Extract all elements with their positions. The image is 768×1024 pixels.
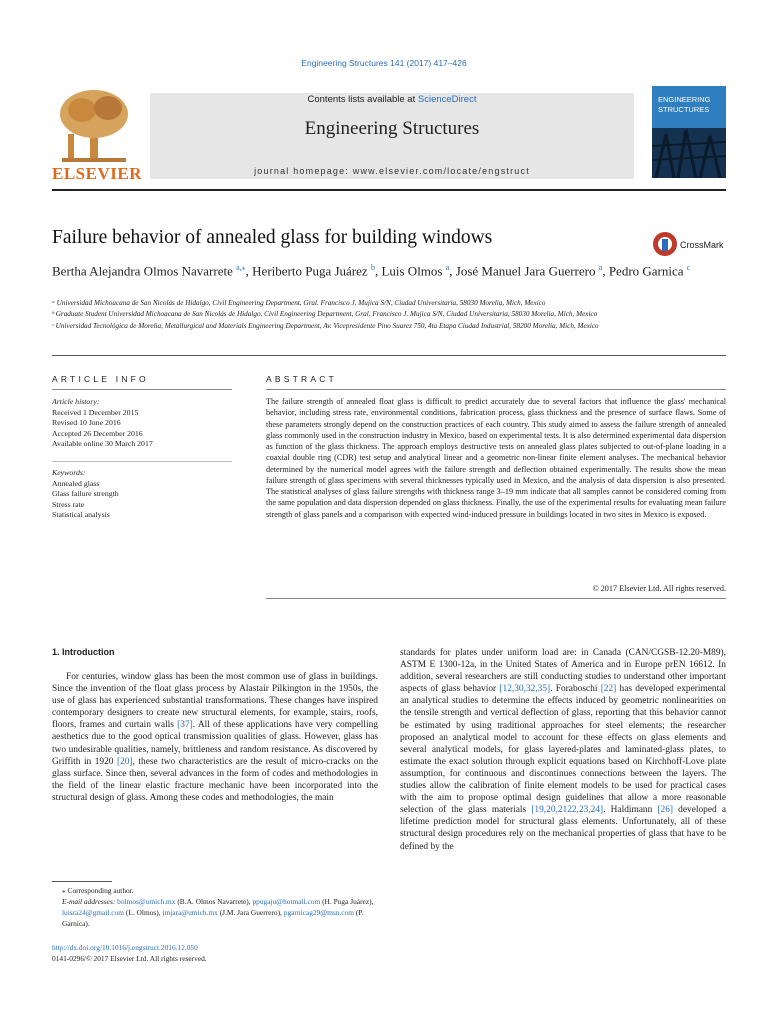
crossmark-label: CrossMark — [680, 240, 724, 250]
body-text: . All of these applications have very compelling aesthetics due to the good optical transmission qualities of glass. However, glass has two undesirable qualities, namely, brittleness and random resistance. As discovered by Griffith in 1920 — [52, 720, 378, 767]
citation-link[interactable]: [22] — [600, 684, 617, 695]
citation-link[interactable]: [20] — [116, 756, 133, 767]
history-item: Accepted 26 December 2016 — [52, 428, 143, 438]
sciencedirect-link[interactable]: ScienceDirect — [417, 94, 477, 105]
journal-citation-link[interactable]: Engineering Structures 141 (2017) 417–426 — [301, 58, 467, 68]
email-owner: (H. Puga Juárez), — [320, 897, 374, 906]
email-owner: (P. Garnica). — [62, 908, 364, 928]
author-separator: , — [449, 263, 456, 279]
body-text: standards for plates under uniform load are: in Canada (CAN/CGSB-12.20-M89), ASTM E 1300-12a, in the United States of America and in Europe prEN 16612. In addition, several researchers are still conducting studies to understand other important aspects of glass behavior — [400, 648, 726, 695]
section-heading: 1. Introduction — [52, 647, 115, 657]
author-affiliation-mark[interactable]: a — [445, 263, 450, 272]
email-owner: (L. Olmos), — [124, 908, 163, 917]
body-text: developed a lifetime prediction model for structural glass elements. Unfortunately, all of these structural design procedures rely on the mechanical properties of glass that have to be defined by the — [400, 805, 726, 852]
keyword: Stress rate — [52, 499, 85, 509]
crossmark-badge[interactable] — [652, 230, 732, 260]
body-column-left — [52, 671, 378, 804]
article-info-heading: ARTICLE INFO — [52, 374, 149, 384]
email-label: E-mail addresses: — [62, 897, 118, 906]
affiliation: ᶜ Universidad Tecnológica de Morelia, Metallurgical and Materials Engineering Department, Av. Vicepresidente Pino Suarez 750, 4ta Etapa Ciudad Industrial, 58200 Morelia, Mich, Mexico — [52, 321, 599, 330]
author-affiliation-mark[interactable]: a — [598, 263, 603, 272]
body-text: . Haldimann — [603, 805, 658, 816]
body-text: . Foraboschi — [550, 684, 601, 695]
divider — [52, 461, 232, 462]
email-link[interactable]: luisra24@gmail.com — [62, 908, 125, 917]
author-name: José Manuel Jara Guerrero — [455, 263, 599, 279]
affiliations — [52, 298, 726, 332]
article-history — [52, 397, 242, 450]
body-text: For centuries, window glass has been the most common use of glass in buildings. Since the invention of the float glass process by Alastair Pilkington in the 1950s, the use of glass has experienced substantial transformations. These changes have inspired contemporary designers to create new structural elements, for example, stairs, roofs, floors, frames and curtain walls — [52, 672, 378, 731]
abstract-copyright: © 2017 Elsevier Ltd. All rights reserved. — [592, 584, 726, 593]
author-name: Luis Olmos — [381, 263, 446, 279]
history-item: Received 1 December 2015 — [52, 407, 139, 417]
author-affiliation-mark[interactable]: b — [370, 263, 375, 272]
email-link[interactable]: ppugaju@hotmail.com — [252, 897, 321, 906]
footnotes — [52, 885, 378, 929]
history-item: Revised 10 June 2016 — [52, 418, 121, 428]
footnote-rule — [52, 881, 112, 882]
divider — [266, 389, 726, 390]
author-separator: , — [374, 263, 382, 279]
body-text: , these two characteristics are the result of micro-cracks on the glass surface. Since then, several advances in the form of codes and methodologies in the field of the linear elastic fracture mechanic have been incorporated into the structural design of glass. Among these codes and methodologies, the main — [52, 756, 379, 803]
author-separator: , — [245, 263, 253, 279]
citation-link[interactable]: [37] — [177, 720, 193, 731]
affiliation: ᵃ Universidad Michoacana de San Nicolás de Hidalgo, Civil Engineering Department, Gral. Francisco J. Mujica S/N, Ciudad Universitaria, 58030 Morelia, Mich, Mexico — [52, 299, 546, 307]
citation-link[interactable]: [26] — [657, 805, 674, 816]
doi-link[interactable]: http://dx.doi.org/10.1016/j.engstruct.2016.12.050 — [52, 943, 198, 952]
author-list — [52, 258, 722, 280]
keyword: Glass failure strength — [52, 489, 119, 499]
email-addresses — [52, 896, 378, 929]
issn-copyright: 0141-0296/© 2017 Elsevier Ltd. All rights reserved. — [52, 954, 207, 963]
history-item: Available online 30 March 2017 — [52, 439, 153, 449]
body-text: has developed experimental an analytical studies to determine the effects induced by geometric nonlinearities on the tensile strength and vertical deflection of glass, reporting that this behavior cannot be estimated by using traditional approaches for steel elements; the researcher proposed an analytical model to account for these effects on glass elements and several analytical models, for glass layered-plates and laminated-glass plates, to estimate the exact solution through explicit equations based on Kirchhoff-Love plate assumption, for continuous and discontinues connections between the layers. The studies allow the calibration of finite element models to be used for practical cases with the aim to propose optimal design guidelines that allow a more reasonable selection of the glass materials — [400, 684, 726, 816]
keywords — [52, 468, 242, 521]
divider — [266, 598, 726, 599]
journal-cover-image — [652, 86, 726, 178]
contents-line — [150, 94, 634, 105]
email-link[interactable]: jmjara@umich.mx — [162, 908, 218, 917]
body-column-right — [400, 647, 726, 853]
author-affiliation-mark[interactable]: c — [686, 263, 691, 272]
author-name: Heriberto Puga Juárez — [252, 263, 371, 279]
divider — [52, 355, 726, 356]
citation-link[interactable]: [12,30,32,35] — [499, 684, 551, 695]
corresponding-author-note: ⁎ Corresponding author. — [62, 886, 134, 895]
journal-homepage[interactable]: journal homepage: www.elsevier.com/locate/engstruct — [254, 166, 530, 176]
article-title: Failure behavior of annealed glass for building windows — [52, 227, 493, 248]
author-affiliation-mark[interactable]: a,⁎ — [236, 263, 246, 272]
keywords-label: Keywords: — [52, 468, 86, 477]
author-separator: , — [602, 263, 609, 279]
cover-title-line2: STRUCTURES — [658, 105, 710, 114]
email-link[interactable]: pgarnicag29@msn.com — [283, 908, 354, 917]
keyword: Annealed glass — [52, 478, 100, 488]
author-name: Pedro Garnica — [608, 263, 687, 279]
doi-block — [52, 942, 378, 964]
email-link[interactable]: bolmos@umich.mx — [117, 897, 176, 906]
elsevier-wordmark: ELSEVIER — [52, 164, 142, 183]
abstract-text: The failure strength of annealed float glass is difficult to predict accurately due to several factors that influence the glass' mechanical behavior, including stress rate, environmental conditions, fabrication process, glass thickness and the presence of surface flaws. Some of these parameters strongly depend on the construction practices of each country. This study aimed to assess the failure strength of annealed glass commonly used in the construction industry in Mexico, based on experimental tests. It is also determined experimental data dispersion as function of the glass thickness. The approach employs destructive tests on annealed glass plates subjected to out-of-plane loading in a coaxial double ring (CDR) test setup and analytical linear and a geometric non-linear finite element analyses. The mechanical behavior determined by the numerical model agrees with the failure strength and deflection obtained experimentally. The results show the mean failure strength of glass specimens with several thicknesses typically used in Mexico, and the analysis of data dispersion is also presented. The statistical analyses of glass failure strengths with thickness range 3–19 mm indicate that all samples cannot be considered coming from the same population and data dispersion depended on glass thickness. Finally, the use of the experimental results for evaluating mean failure strength of glass panels and a comparison with expected wind-induced pressure in buildings located in two sites in Mexico is exposed. — [266, 397, 726, 519]
divider — [52, 389, 232, 390]
cover-title-line1: ENGINEERING — [658, 95, 711, 104]
journal-title: Engineering Structures — [304, 118, 480, 139]
abstract-heading: ABSTRACT — [266, 374, 337, 384]
contents-prefix: Contents lists available at — [307, 94, 418, 105]
header-rule — [52, 189, 726, 191]
author-name: Bertha Alejandra Olmos Navarrete — [52, 263, 237, 279]
email-owner: (B.A. Olmos Navarrete), — [175, 897, 253, 906]
affiliation: ᵇ Graduate Student Universidad Michoacana de San Nicolás de Hidalgo, Civil Engineering Department, Gral. Francisco J. Mujica S/N, Ciudad Universitaria, 58030 Morelia, Mich, Mexico — [52, 310, 598, 319]
citation-link[interactable]: [19,20,2122,23,24] — [531, 805, 604, 816]
history-label: Article history: — [52, 397, 100, 406]
email-owner: (J.M. Jara Guerrero), — [217, 908, 284, 917]
keyword: Statistical analysis — [52, 510, 110, 520]
